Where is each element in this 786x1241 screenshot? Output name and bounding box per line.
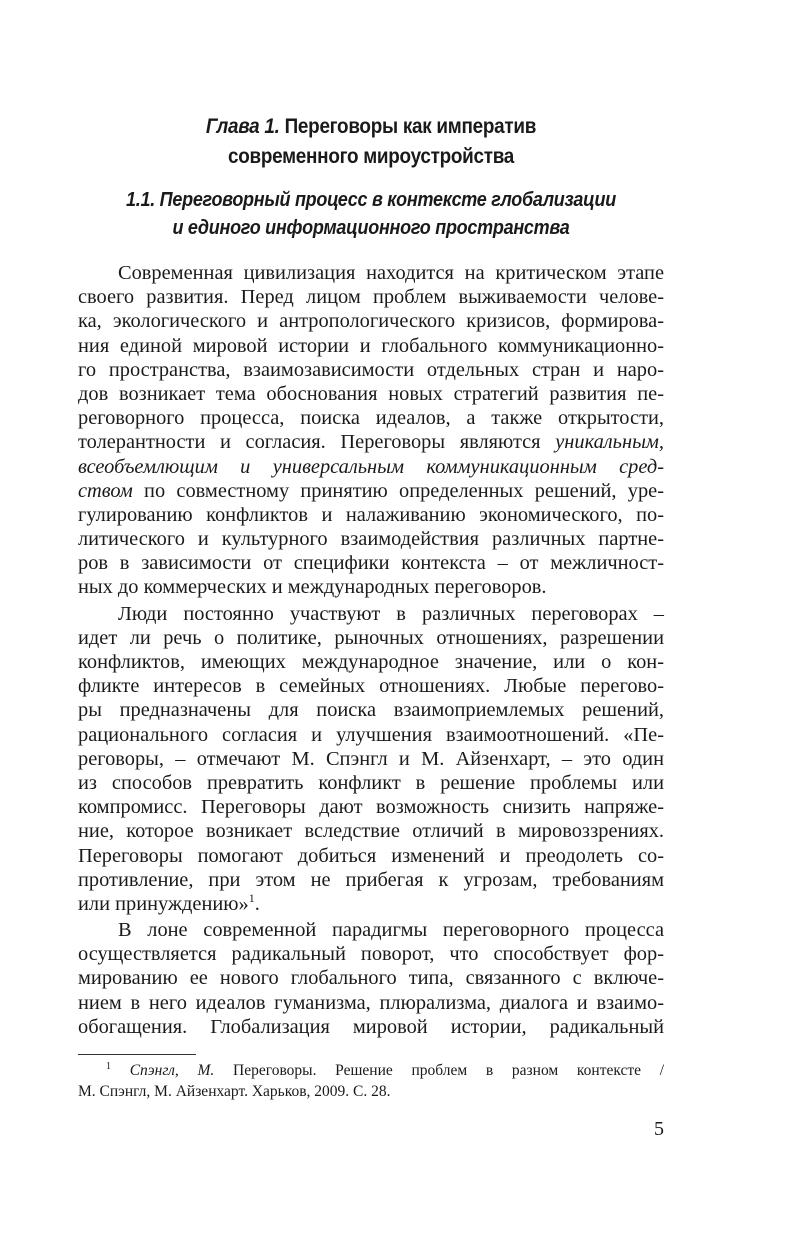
chapter-heading — [107, 112, 634, 172]
text-line: ры предназначены для поиска взаимоприемлемых решений, — [78, 699, 664, 722]
footnote-marker: 1 — [106, 1061, 111, 1072]
text-line: ния единой мировой истории и глобального коммуникационно- — [78, 334, 664, 357]
emphasis-text: ством — [78, 479, 133, 502]
text-line: дов возникает тема обоснования новых стратегий развития пе- — [78, 382, 664, 405]
section-heading-line-2: и единого информационного пространства — [172, 217, 570, 239]
section-heading-line-1: 1.1. Переговорный процесс в контексте глобализации — [126, 189, 616, 211]
text-line: ка, экологического и антропологического кризисов, формирова- — [78, 310, 664, 333]
text-line: мированию ее нового глобального типа, связанного с включе- — [78, 967, 664, 990]
text-line: В лоне современной парадигмы переговорного процесса — [118, 919, 664, 942]
text-run: . — [254, 892, 260, 915]
chapter-heading-line-1 — [107, 112, 634, 142]
footnote-text: Переговоры. Решение проблем в разном контексте / — [233, 1062, 665, 1079]
chapter-number: Глава 1. — [205, 115, 280, 138]
footnote-reference[interactable]: 1 — [248, 890, 255, 905]
footnote — [78, 1060, 664, 1102]
text-line: Люди постоянно участвуют в различных переговорах – — [118, 602, 664, 625]
text-line: гулированию конфликтов и налаживанию экономического, по- — [78, 503, 664, 526]
text-line — [78, 455, 664, 479]
text-run: по совместному принятию определенных решений, уре- — [144, 479, 664, 502]
footnote-line-1 — [78, 1060, 664, 1081]
text-line: реговоры, – отмечают М. Спэнгл и М. Айзенхарт, – это один — [78, 747, 664, 770]
text-line — [78, 892, 664, 916]
emphasis-text: уникальным, — [555, 431, 664, 454]
text-line: ров в зависимости от специфики контекста – от межличност- — [78, 552, 664, 575]
text-line: Современная цивилизация находится на критическом этапе — [118, 262, 664, 284]
paragraph-1 — [78, 261, 664, 600]
text-line — [78, 479, 664, 503]
text-line: идет ли речь о политике, рыночных отношениях, разрешении — [78, 626, 664, 649]
text-line — [78, 430, 664, 454]
chapter-title-part-2: современного мироустройства — [227, 145, 515, 168]
text-line: го пространства, взаимозависимости отдельных стран и наро- — [78, 358, 664, 381]
text-line: осуществляется радикальный поворот, что способствует фор- — [78, 943, 664, 966]
text-line: ных до коммерческих и международных переговоров. — [78, 576, 547, 599]
footnote-line-2: М. Спэнгл, М. Айзенхарт. Харьков, 2009. С. 28. — [78, 1083, 391, 1100]
text-line: из способов превратить конфликт в решение проблемы или — [78, 771, 664, 794]
text-line: литического и культурного взаимодействия различных партне- — [78, 528, 664, 551]
paragraph-2 — [78, 602, 664, 916]
footnote-author: Спэнгл, М. — [129, 1062, 215, 1079]
emphasis-text: всеобъемлющим и универсальным коммуникационным сред- — [78, 455, 664, 478]
footnote-divider — [78, 1054, 196, 1055]
text-line: ние, которое возникает вследствие отличий в мировоззрениях. — [78, 820, 664, 843]
text-run: или принуждению» — [78, 892, 249, 915]
text-line: противление, при этом не прибегая к угрозам, требованиям — [78, 868, 664, 891]
chapter-title-part-1: Переговоры как императив — [284, 115, 537, 138]
body-text — [78, 261, 664, 1039]
page-number: 5 — [654, 1118, 664, 1140]
text-line: нием в него идеалов гуманизма, плюрализма, диалога и взаимо- — [78, 991, 664, 1014]
text-line: конфликтов, имеющих международное значение, или о кон- — [78, 651, 664, 673]
text-line: реговорного процесса, поиска идеалов, а также открытости, — [78, 407, 664, 430]
text-line: Переговоры помогают добиться изменений и преодолеть со- — [78, 844, 664, 867]
text-line: компромисс. Переговоры дают возможность снизить напряже- — [78, 796, 664, 819]
paragraph-3 — [78, 918, 664, 1039]
text-run: толерантности и согласия. Переговоры являются — [78, 431, 541, 454]
text-line: рационального согласия и улучшения взаимоотношений. «Пе- — [78, 723, 664, 746]
text-line: фликте интересов в семейных отношениях. Любые перегово- — [78, 675, 664, 698]
text-line: своего развития. Перед лицом проблем выживаемости челове- — [78, 286, 664, 309]
text-line: обогащения. Глобализация мировой истории, радикальный — [78, 1015, 664, 1038]
section-heading — [107, 186, 634, 242]
